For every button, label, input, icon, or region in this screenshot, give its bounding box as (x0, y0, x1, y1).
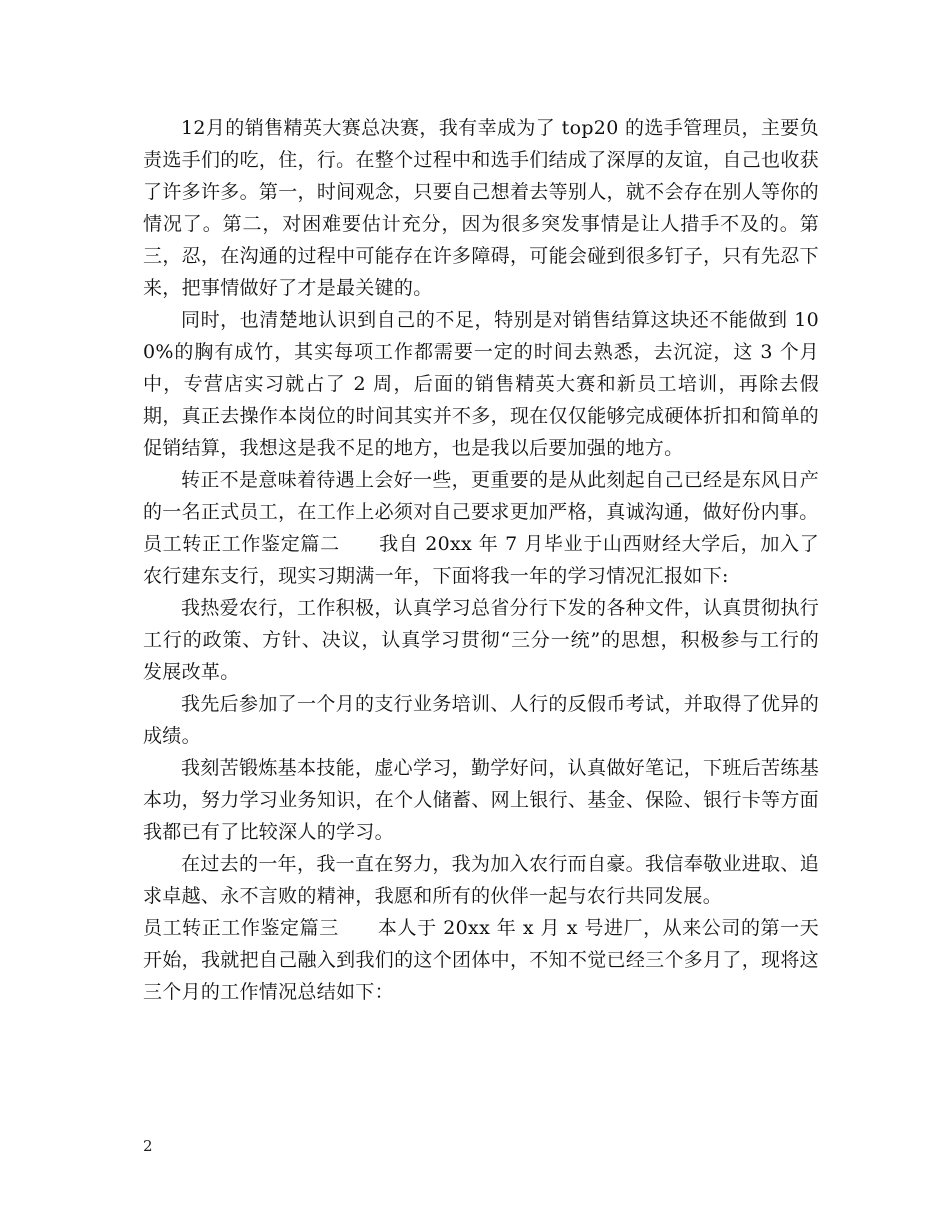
paragraph-formal-employee: 转正不是意味着待遇上会好一些，更重要的是从此刻起自己已经是东风日产的一名正式员工，在工作上必须对自己要求更加严格，真诚沟通，做好份内事。 (143, 469, 819, 523)
page-number: 2 (143, 1137, 153, 1155)
document-body (143, 112, 819, 1008)
paragraph-section-three-intro: 员工转正工作鉴定篇三 本人于 20xx 年 x 月 x 号进厂，从来公司的第一天开始，我就把自己融入到我们的这个团体中，不知不觉已经三个多月了，现将这三个月的工作情况总结如下： (143, 917, 819, 1003)
paragraph-sales-contest: 12月的销售精英大赛总决赛，我有幸成为了 top20 的选手管理员，主要负责选手们的吃，住，行。在整个过程中和选手们结成了深厚的友谊，自己也收获了许多许多。第一，时间观念，只要自己想着去等别人，就不会存在别人等你的情况了。第二，对困难要估计充分，因为很多突发事情是让人措手不及的。第三，忍，在沟通的过程中可能存在许多障碍，可能会碰到很多钉子，只有先忍下来，把事情做好了才是最关键的。 (143, 117, 819, 299)
paragraph-training: 我先后参加了一个月的支行业务培训、人行的反假币考试，并取得了优异的成绩。 (143, 693, 819, 747)
paragraph-past-year: 在过去的一年，我一直在努力，我为加入农行而自豪。我信奉敬业进取、追求卓越、永不言败的精神，我愿和所有的伙伴一起与农行共同发展。 (143, 853, 819, 907)
paragraph-basic-skills: 我刻苦锻炼基本技能，虚心学习，勤学好问，认真做好笔记，下班后苦练基本功，努力学习业务知识，在个人储蓄、网上银行、基金、保险、银行卡等方面我都已有了比较深人的学习。 (143, 757, 819, 843)
paragraph-love-abc: 我热爱农行，工作积极，认真学习总省分行下发的各种文件，认真贯彻执行工行的政策、方针、决议，认真学习贯彻“三分一统”的思想，积极参与工行的发展改革。 (143, 597, 819, 683)
paragraph-section-two-intro: 员工转正工作鉴定篇二 我自 20xx 年 7 月毕业于山西财经大学后，加入了农行建东支行，现实习期满一年，下面将我一年的学习情况汇报如下: (143, 533, 819, 587)
paragraph-shortcomings: 同时，也清楚地认识到自己的不足，特别是对销售结算这块还不能做到 100%的胸有成竹，其实每项工作都需要一定的时间去熟悉，去沉淀，这 3 个月中，专营店实习就占了 2 周，后面的销售精英大赛和新员工培训，再除去假期，真正去操作本岗位的时间其实并不多，现在仅仅能够完成硬体折扣和简单的促销结算，我想这是我不足的地方，也是我以后要加强的地方。 (143, 309, 819, 459)
